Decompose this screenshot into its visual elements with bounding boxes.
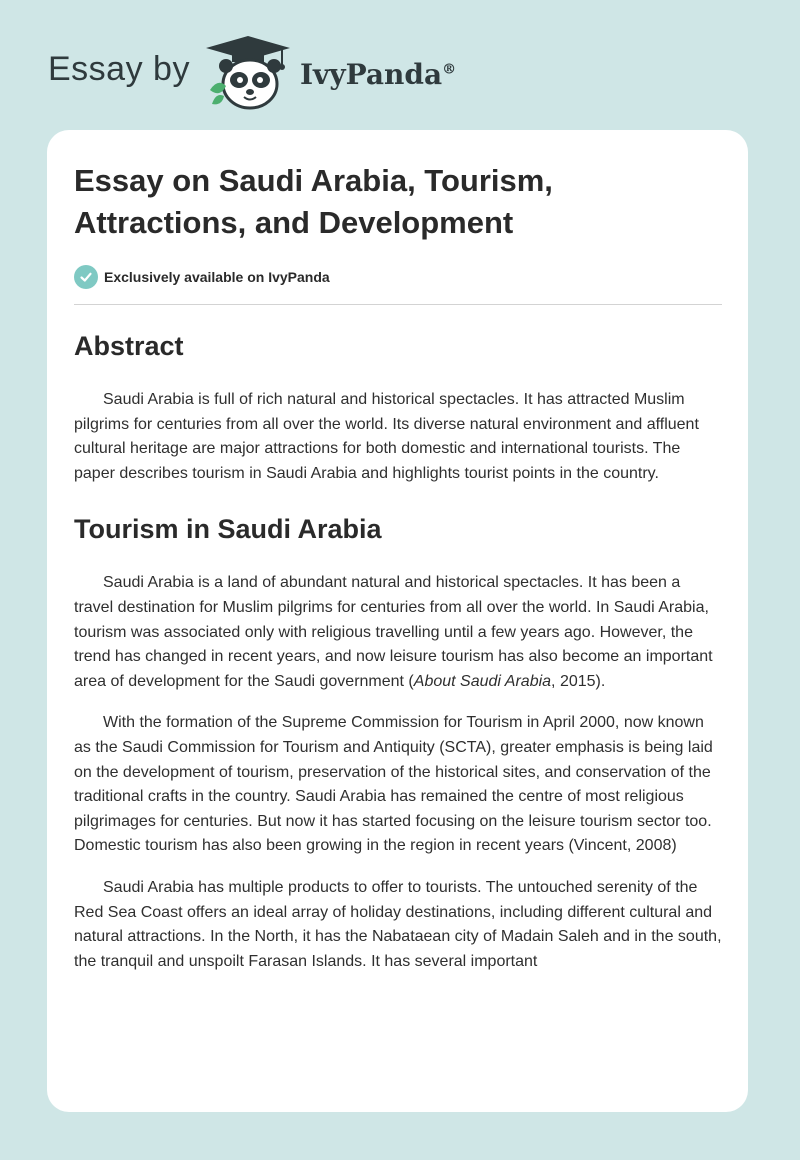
site-header bbox=[48, 34, 456, 110]
body-paragraph bbox=[74, 571, 722, 694]
paragraph-text: , 2015). bbox=[551, 672, 606, 690]
section-heading-tourism: Tourism in Saudi Arabia bbox=[74, 514, 382, 545]
section-abstract bbox=[74, 329, 722, 486]
citation-title: About Saudi Arabia bbox=[413, 672, 552, 690]
check-circle-icon bbox=[74, 265, 98, 289]
panda-graduate-icon bbox=[204, 34, 296, 110]
essay-card bbox=[47, 130, 748, 1112]
essay-title: Essay on Saudi Arabia, Tourism, Attractions, and Development bbox=[74, 163, 553, 240]
brand-logo-text bbox=[300, 58, 456, 91]
essay-content bbox=[74, 160, 722, 974]
brand-name: IvyPanda bbox=[299, 57, 443, 91]
abstract-paragraph: Saudi Arabia is full of rich natural and historical spectacles. It has attracted Muslim pilgrims for centuries from all over the world. Its diverse natural environment and affluent cultural heritage are major attractions for both domestic and international tourists. The paper describes tourism in Saudi Arabia and highlights tourist points in the country. bbox=[74, 391, 699, 482]
body-paragraph: With the formation of the Supreme Commission for Tourism in April 2000, now known as the Saudi Commission for Tourism and Antiquity (SCTA), greater emphasis is being laid on the development of tourism, preservation of the historical sites, and conservation of the traditional crafts in the country. Saudi Arabia has remained the centre of most religious pilgrimages for centuries. But now it has started focusing on the leisure tourism sector too. Domestic tourism has also been growing in the region in recent years (Vincent, 2008) bbox=[74, 714, 713, 855]
exclusive-label: Exclusively available on IvyPanda bbox=[104, 269, 330, 285]
section-heading-abstract: Abstract bbox=[74, 331, 184, 361]
essay-by-label: Essay by bbox=[48, 49, 190, 88]
registered-mark: ® bbox=[442, 61, 457, 78]
section-tourism bbox=[74, 512, 722, 974]
paragraph-text: Saudi Arabia is a land of abundant natural and historical spectacles. It has been a travel destination for Muslim pilgrims for centuries from all over the world. In Saudi Arabia, tourism was associated only with religious travelling until a few years ago. However, the trend has changed in recent years, and now leisure tourism has also become an important area of development for the Saudi government ( bbox=[74, 574, 713, 690]
divider bbox=[74, 304, 722, 305]
body-paragraph: Saudi Arabia has multiple products to offer to tourists. The untouched serenity of the Red Sea Coast offers an ideal array of holiday destinations, including different cultural and natural attractions. In the North, it has the Nabataean city of Madain Saleh and in the south, the tranquil and unspoilt Farasan Islands. It has several important bbox=[74, 878, 722, 970]
exclusive-badge bbox=[74, 264, 722, 290]
